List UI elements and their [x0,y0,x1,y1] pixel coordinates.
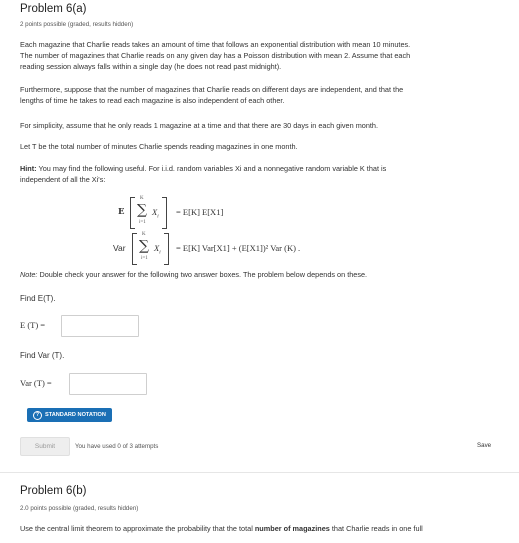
points-info: 2 points possible (graded, results hidden) [20,21,134,28]
section-divider [0,472,519,473]
submit-button[interactable]: Submit [20,437,70,456]
equation-expectation: E K ∑ i=1 $X_i$ = E[K] E[X1] [118,196,418,230]
find-variance-prompt: Find Var (T). [20,351,65,360]
variance-input[interactable] [69,373,147,395]
variance-label: Var (T) = [20,378,52,388]
equation-variance: Var K ∑ i=1 $X_i$ = E[K] Var[X1] + (E[X1])² Var (K) . [113,232,433,266]
find-expectation-prompt: Find E(T). [20,294,56,303]
attempts-text: You have used 0 of 3 attempts [75,443,159,450]
problem-b-text: Use the central limit theorem to approximate the probability that the total number of magazines that Charlie reads in one full [20,524,423,533]
problem-text-definition: Let T be the total number of minutes Charlie spends reading magazines in one month. [20,142,298,151]
hint-text: Hint: You may find the following useful. For i.i.d. random variables Xi and a nonnegative random variable K that is independent of all the Xi's: [20,164,387,184]
problem-b-title: Problem 6(b) [20,485,87,497]
problem-b-points: 2.0 points possible (graded, results hidden) [20,505,139,512]
problem-title: Problem 6(a) [20,3,87,15]
note-text: Note: Double check your answer for the following two answer boxes. The problem below depends on these. [20,270,368,279]
save-button[interactable]: Save [477,442,492,449]
problem-text-independence: Furthermore, suppose that the number of magazines that Charlie reads on different days are independent, and that the lengths of time he takes to read each magazine is also independent of each other. [20,85,404,105]
problem-text-simplicity: For simplicity, assume that he only reads 1 magazine at a time and that there are 30 days in each given month. [20,121,379,130]
question-circle-icon: ? [33,411,42,420]
expectation-label: E (T) = [20,320,46,330]
standard-notation-button[interactable]: ? STANDARD NOTATION [27,408,112,422]
problem-text: Each magazine that Charlie reads takes an amount of time that follows an exponential distribution with mean 10 minutes. The number of magazines that Charlie reads on any given day has a Poisson distribution with mean 2. Assume that each reading session always falls within a single day (he does not read past midnight). [20,40,411,71]
expectation-input[interactable] [61,315,139,337]
